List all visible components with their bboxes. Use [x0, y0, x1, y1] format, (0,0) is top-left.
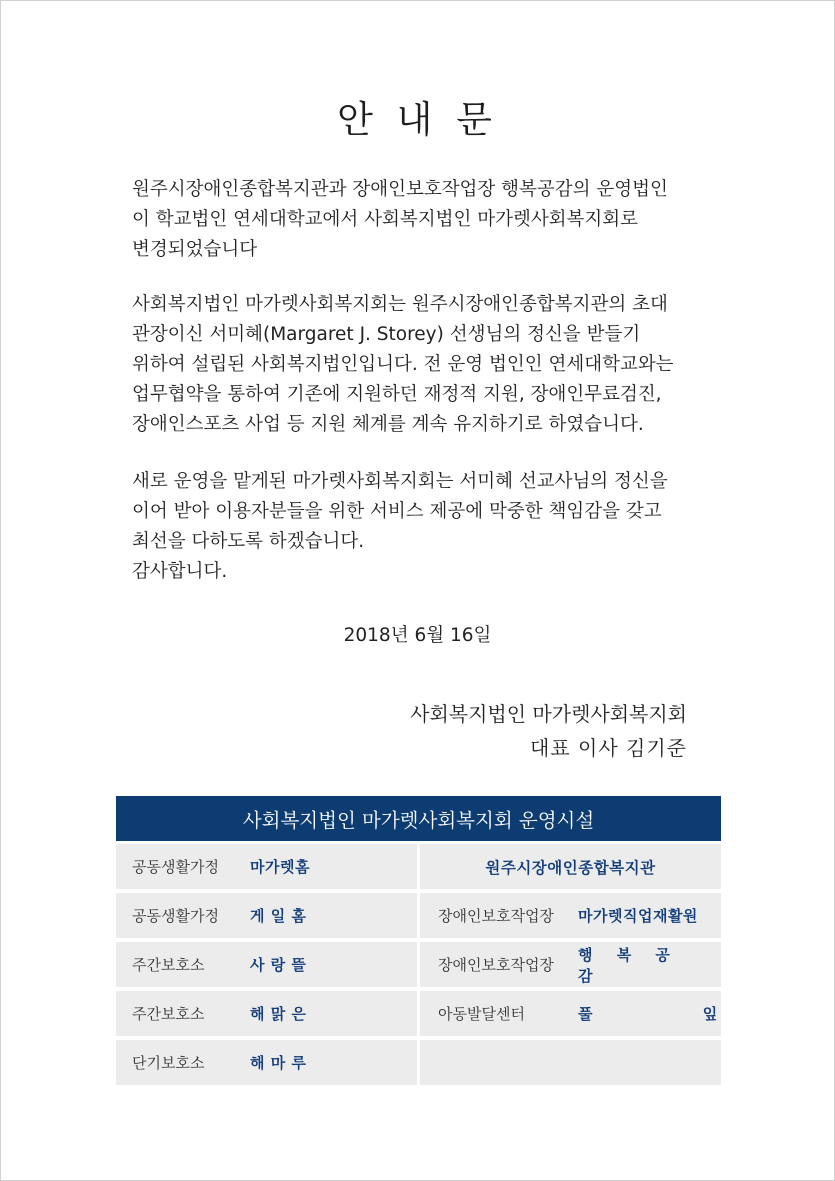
facility-type: 주간보호소	[132, 1005, 205, 1023]
paragraph-3	[132, 467, 732, 587]
table-row	[116, 991, 721, 1036]
paragraph-line: 위하여 설립된 사회복지법인입니다. 전 운영 법인인 연세대학교와는	[132, 354, 674, 375]
facility-type: 단기보호소	[132, 1054, 205, 1072]
facility-type: 장애인보호작업장	[438, 956, 554, 974]
table-row	[116, 942, 721, 987]
facilities-table	[116, 796, 721, 1085]
facility-name: 해 마 루	[250, 1054, 307, 1072]
facility-cell	[420, 893, 721, 938]
facility-name: 사 랑 뜰	[250, 956, 307, 974]
facility-type: 아동발달센터	[438, 1005, 525, 1023]
facility-type: 장애인보호작업장	[438, 907, 554, 925]
signature-organization: 사회복지법인 마가렛사회복지회	[410, 702, 687, 726]
facility-name: 게 일 홈	[250, 907, 307, 925]
paragraph-line: 장애인스포츠 사업 등 지원 체계를 계속 유지하기로 하였습니다.	[132, 414, 644, 435]
facility-name: 마가렛홈	[250, 858, 310, 876]
facility-cell	[116, 1040, 417, 1085]
notice-date: 2018년 6월 16일	[343, 625, 492, 646]
paragraph-line: 감사합니다.	[132, 561, 228, 582]
paragraph-line: 업무협약을 통하여 기존에 지원하던 재정적 지원, 장애인무료검진,	[132, 384, 662, 405]
facility-name: 해 맑 은	[250, 1005, 307, 1023]
facility-cell-empty	[420, 1040, 721, 1085]
facility-cell	[116, 942, 417, 987]
paragraph-line: 새로 운영을 맡게된 마가렛사회복지회는 서미혜 선교사님의 정신을	[132, 471, 668, 492]
facility-name: 행 복 공 감	[578, 945, 671, 985]
facility-type: 공동생활가정	[132, 907, 219, 925]
facility-name: 원주시장애인종합복지관	[485, 858, 656, 877]
table-row	[116, 1040, 721, 1085]
paragraph-2	[132, 290, 732, 440]
facility-cell	[420, 991, 721, 1036]
paragraph-line: 관장이신 서미혜(Margaret J. Storey) 선생님의 정신을 받들기	[132, 324, 641, 345]
table-row	[116, 893, 721, 938]
table-row	[116, 844, 721, 889]
paragraph-line: 사회복지법인 마가렛사회복지회는 원주시장애인종합복지관의 초대	[132, 294, 668, 315]
paragraph-line: 이 학교법인 연세대학교에서 사회복지법인 마가렛사회복지회로	[132, 209, 639, 230]
facility-name: 마가렛직업재활원	[578, 907, 698, 925]
facility-name: 풀 잎	[578, 1005, 718, 1023]
page-title: 안 내 문	[337, 98, 498, 141]
facility-cell	[116, 991, 417, 1036]
facility-cell	[116, 844, 417, 889]
paragraph-line: 변경되었습니다	[132, 239, 258, 260]
facility-cell	[116, 893, 417, 938]
paragraph-line: 이어 받아 이용자분들을 위한 서비스 제공에 막중한 책임감을 갖고	[132, 501, 662, 522]
facility-type: 주간보호소	[132, 956, 205, 974]
facility-type: 공동생활가정	[132, 858, 219, 876]
paragraph-line: 원주시장애인종합복지관과 장애인보호작업장 행복공감의 운영법인	[132, 179, 668, 200]
facilities-table-heading: 사회복지법인 마가렛사회복지회 운영시설	[116, 796, 721, 841]
signature-representative: 대표 이사 김기준	[530, 736, 687, 760]
paragraph-line: 최선을 다하도록 하겠습니다.	[132, 531, 365, 552]
paragraph-1	[132, 175, 732, 265]
facility-cell	[420, 844, 721, 889]
facility-cell	[420, 942, 721, 987]
